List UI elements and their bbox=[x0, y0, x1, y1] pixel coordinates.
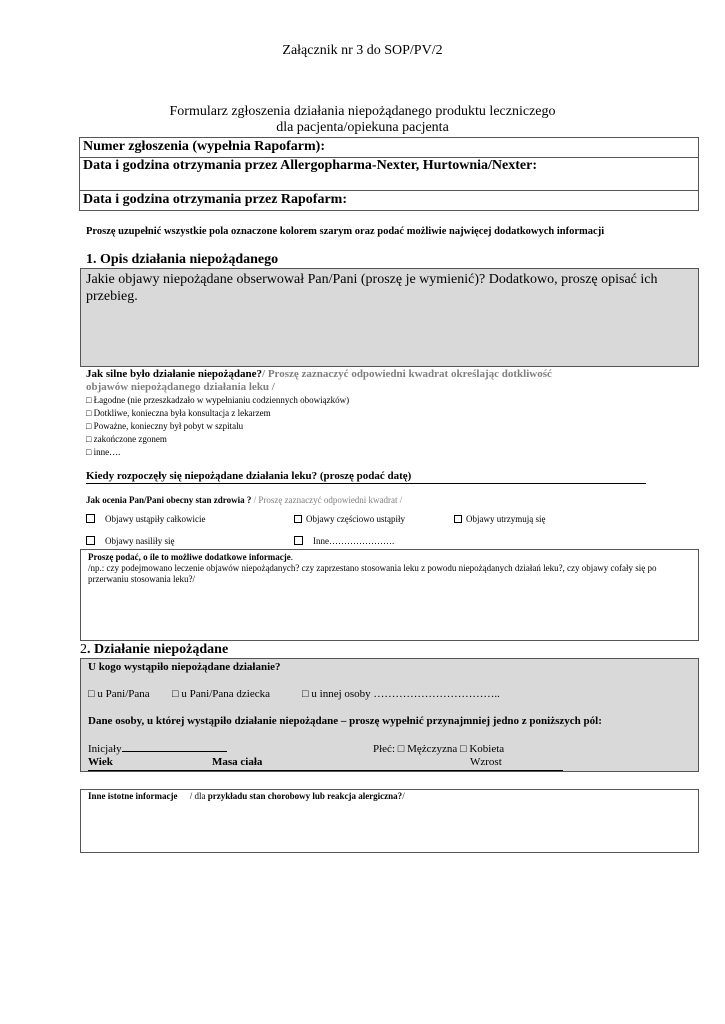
additional-info-label: Proszę podać, o ile to możliwe dodatkowe informacje bbox=[88, 552, 291, 562]
who-question: U kogo wystąpiło niepożądane działanie? bbox=[88, 661, 281, 673]
additional-info-dot: . bbox=[290, 552, 294, 562]
section2-number: 2 bbox=[80, 642, 87, 657]
health-opt-partial-label: Objawy częściowo ustąpiły bbox=[306, 514, 405, 524]
additional-info-field[interactable] bbox=[80, 549, 699, 641]
who-opt-other[interactable]: □ u innej osoby …………………………….. bbox=[302, 688, 500, 700]
severity-option-other[interactable]: □ inne…. bbox=[86, 447, 121, 457]
form-title-line1: Formularz zgłoszenia działania niepożądanego produktu leczniczego bbox=[169, 104, 556, 119]
registration-table bbox=[79, 137, 699, 211]
patient-data-box bbox=[80, 658, 699, 772]
received-by-rapofarm-row bbox=[80, 190, 698, 210]
symptoms-question: Jakie objawy niepożądane obserwował Pan/Pani (proszę je wymienić)? Dodatkowo, proszę opisać ich przebieg. bbox=[86, 272, 658, 304]
initials-line bbox=[122, 751, 227, 752]
other-info-hint-prefix: / dla bbox=[189, 791, 208, 801]
other-info-hint-bold: przykładu stan chorobowy lub reakcja alergiczna? bbox=[207, 791, 403, 801]
checkbox-icon bbox=[294, 536, 303, 545]
health-opt-other[interactable] bbox=[294, 536, 394, 546]
other-info-hint-suffix: / bbox=[402, 791, 405, 801]
instruction-text: Proszę uzupełnić wszystkie pola oznaczone kolorem szarym oraz podać możliwie najwięcej dodatkowych informacji bbox=[86, 226, 605, 237]
additional-info-hint: /np.: czy podejmowano leczenie objawów niepożądanych? czy zaprzestano stosowania leku z powodu niepożądanych działań leku?, czy objawy cofały się po przerwaniu stosowania leku?/ bbox=[88, 563, 657, 584]
health-opt-partial[interactable] bbox=[294, 514, 405, 524]
health-question-hint: / Proszę zaznaczyć odpowiedni kwadrat / bbox=[251, 495, 403, 505]
section1-heading: 1. Opis działania niepożądanego bbox=[86, 252, 279, 267]
health-opt-worse-label: Objawy nasiliły się bbox=[105, 536, 175, 546]
other-info-field[interactable] bbox=[80, 789, 699, 853]
checkbox-icon bbox=[294, 515, 302, 523]
annex-label: Załącznik nr 3 do SOP/PV/2 bbox=[282, 43, 443, 58]
height-label: Wzrost bbox=[470, 756, 502, 768]
section2-heading bbox=[80, 642, 228, 658]
health-opt-persist[interactable] bbox=[454, 514, 545, 524]
start-date-question: Kiedy rozpoczęły się niepożądane działania leku? (proszę podać datę) bbox=[86, 470, 412, 482]
checkbox-icon bbox=[86, 536, 95, 545]
health-opt-resolved[interactable] bbox=[86, 514, 205, 524]
received-by-nexter-label: Data i godzina otrzymania przez Allergopharma-Nexter, Hurtownia/Nexter: bbox=[83, 158, 537, 173]
registration-number-label: Numer zgłoszenia (wypełnia Rapofarm): bbox=[83, 139, 325, 154]
severity-question-hint2: objawów niepożądanego działania leku / bbox=[86, 381, 275, 393]
age-weight-height-line[interactable] bbox=[88, 756, 563, 771]
severity-options bbox=[86, 394, 349, 459]
symptoms-description-field[interactable] bbox=[80, 268, 699, 367]
weight-label: Masa ciała bbox=[212, 756, 263, 768]
form-title-line2: dla pacjenta/opiekuna pacjenta bbox=[276, 120, 449, 135]
health-opt-worse[interactable] bbox=[86, 536, 175, 546]
checkbox-icon bbox=[454, 515, 462, 523]
other-info-label: Inne istotne informacje bbox=[88, 791, 178, 801]
other-info-text bbox=[88, 791, 405, 801]
health-opt-persist-label: Objawy utrzymują się bbox=[466, 514, 546, 524]
health-opt-resolved-label: Objawy ustąpiły całkowicie bbox=[105, 514, 206, 524]
health-question bbox=[86, 495, 402, 505]
registration-number-row bbox=[80, 138, 698, 158]
initials-field[interactable] bbox=[88, 743, 227, 755]
received-by-rapofarm-label: Data i godzina otrzymania przez Rapofarm: bbox=[83, 192, 348, 207]
severity-option-severe[interactable]: □ Dotkliwe, konieczna była konsultacja z lekarzem bbox=[86, 408, 271, 418]
sex-field[interactable]: Płeć: □ Mężczyzna □ Kobieta bbox=[373, 743, 505, 755]
additional-info-text bbox=[88, 552, 690, 585]
initials-label: Inicjały bbox=[88, 743, 122, 755]
checkbox-icon bbox=[86, 514, 95, 523]
who-opt-self[interactable]: □ u Pani/Pana bbox=[88, 688, 150, 700]
age-label: Wiek bbox=[88, 756, 113, 768]
severity-option-serious[interactable]: □ Poważne, konieczny był pobyt w szpitalu bbox=[86, 421, 244, 431]
severity-option-mild[interactable]: □ Łagodne (nie przeszkadzało w wypełnianiu codziennych obowiązków) bbox=[86, 395, 350, 405]
person-data-instruction: Dane osoby, u której wystąpiło działanie niepożądane – proszę wypełnić przynajmniej jedno z poniższych pól: bbox=[88, 715, 602, 727]
health-question-text: Jak ocenia Pan/Pani obecny stan zdrowia ? bbox=[86, 495, 252, 505]
severity-question-hint1: / Proszę zaznaczyć odpowiedni kwadrat określając dotkliwość bbox=[262, 368, 552, 380]
severity-question bbox=[86, 368, 646, 394]
severity-question-text: Jak silne było działanie niepożądane? bbox=[86, 368, 263, 380]
severity-option-death[interactable]: □ zakończone zgonem bbox=[86, 434, 167, 444]
who-opt-child[interactable]: □ u Pani/Pana dziecka bbox=[172, 688, 270, 700]
start-date-field[interactable] bbox=[86, 483, 646, 484]
received-by-nexter-row bbox=[80, 157, 698, 191]
health-opt-other-label: Inne…………………. bbox=[313, 536, 395, 546]
section2-title: . Działanie niepożądane bbox=[87, 642, 229, 657]
